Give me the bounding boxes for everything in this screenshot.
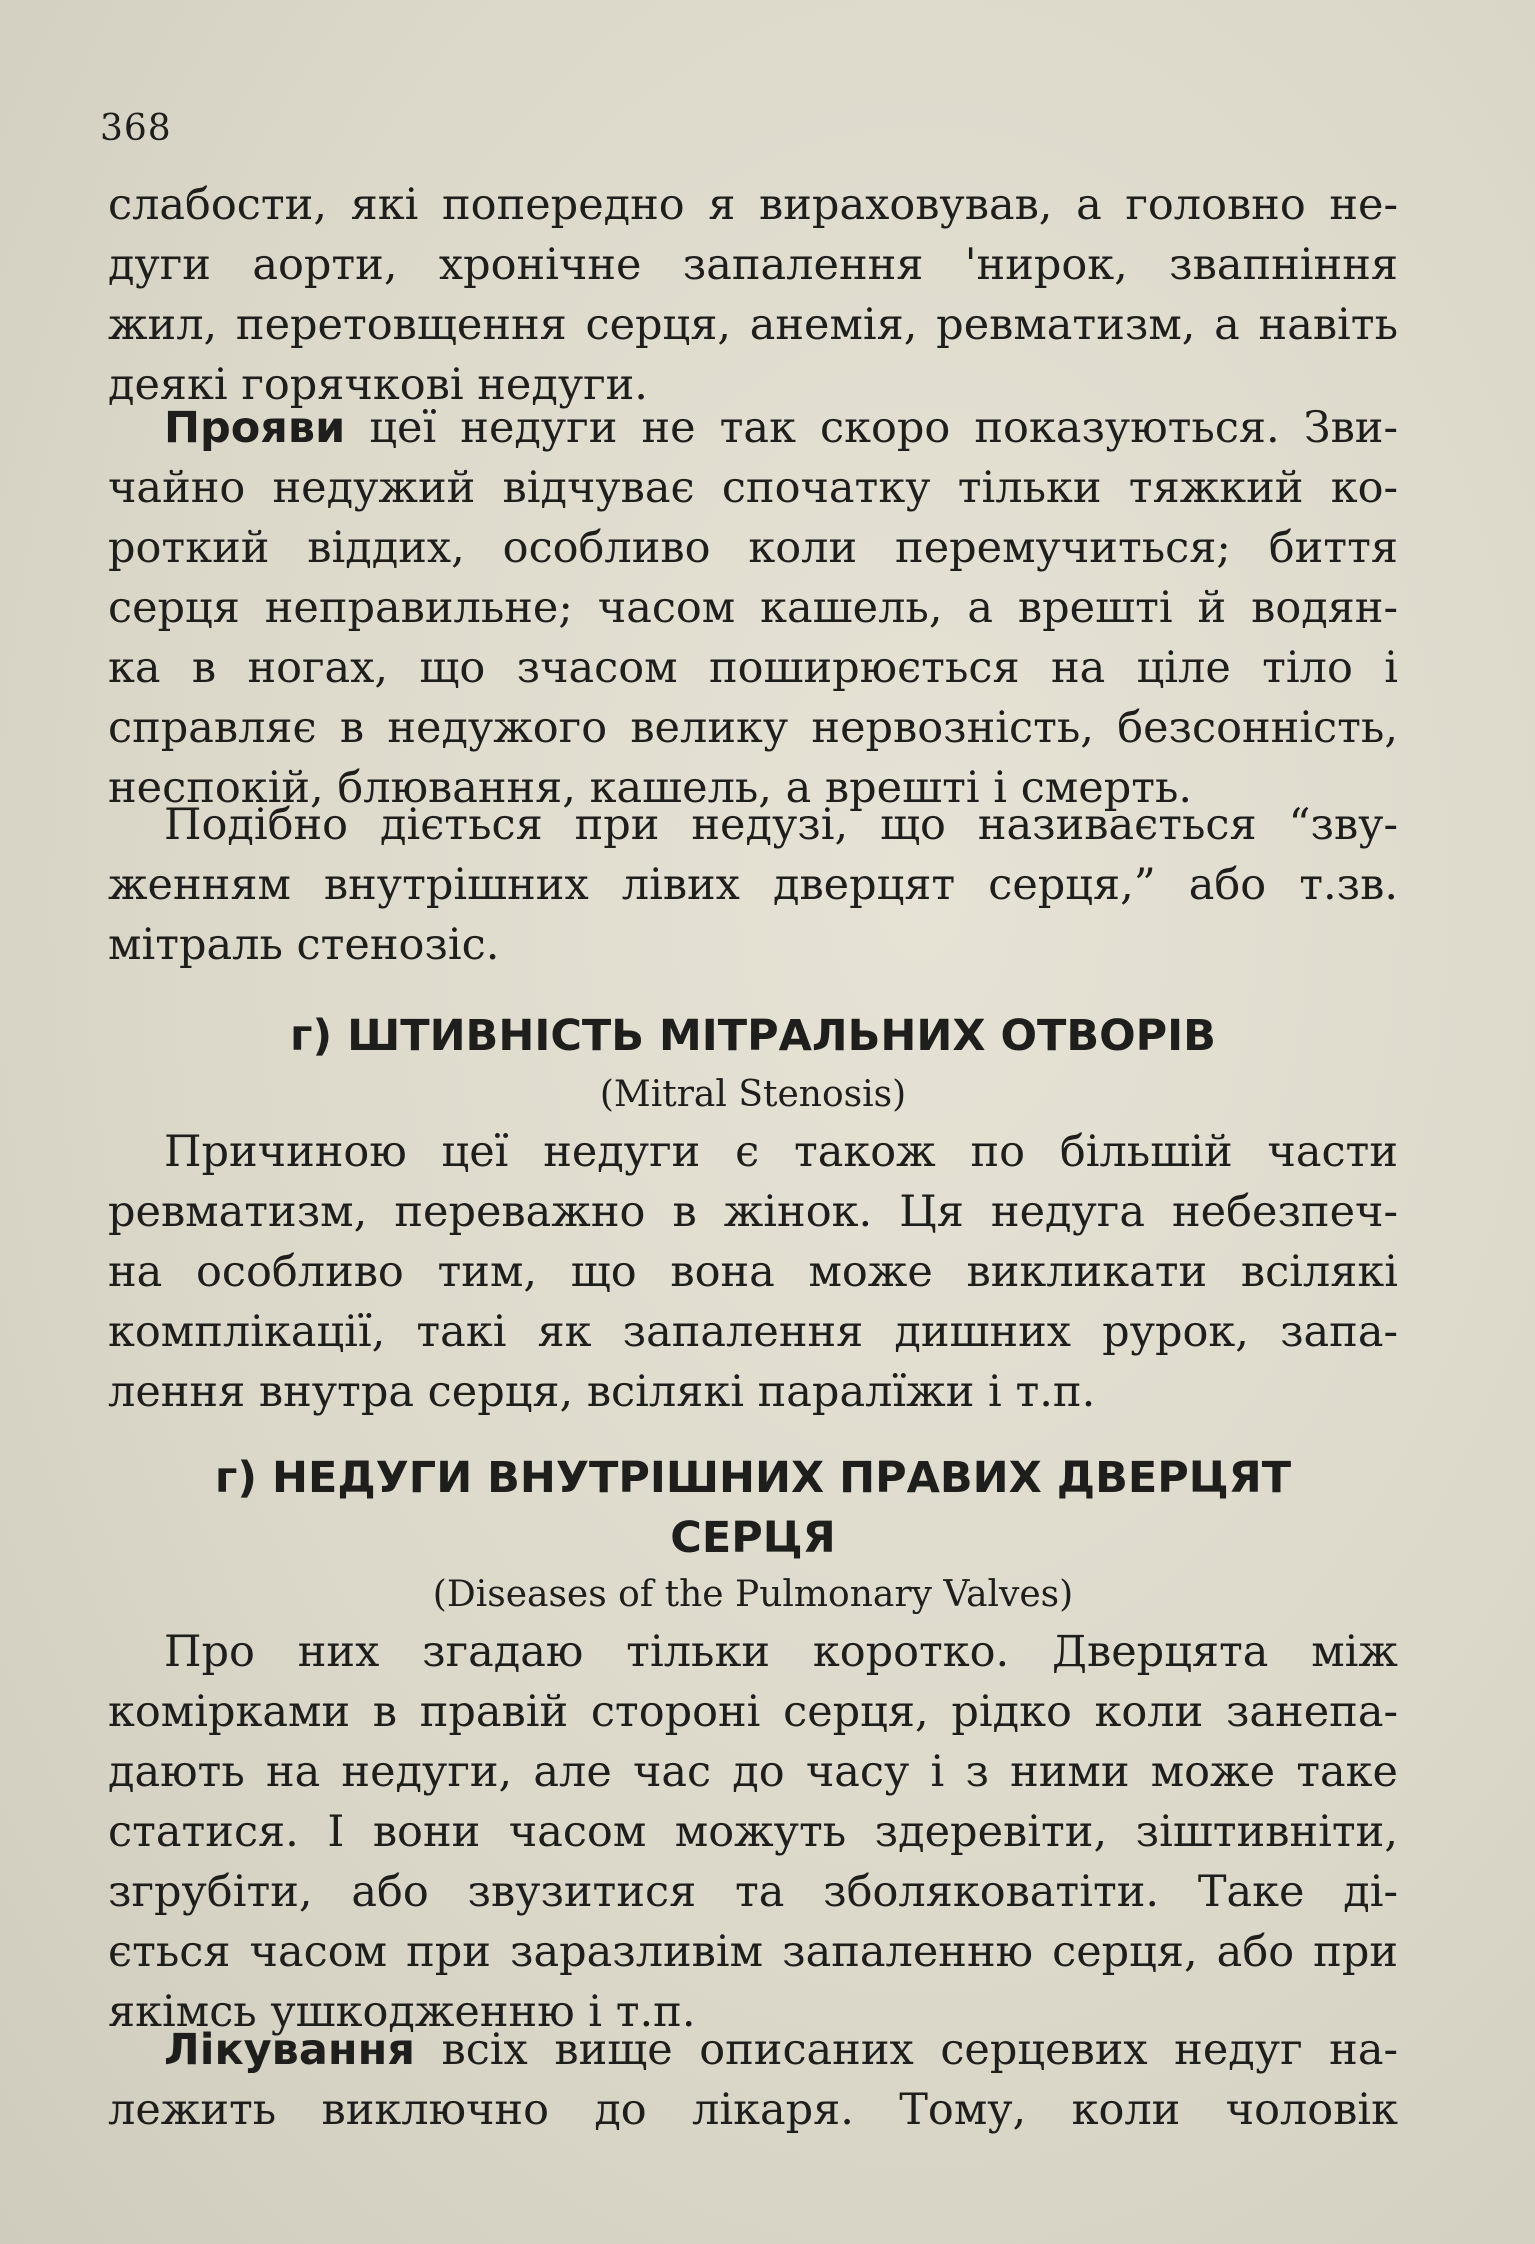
paragraph-2 bbox=[108, 398, 1398, 818]
text-line: лення внутра серця, всілякі паралїжи і т.п. bbox=[108, 1367, 1096, 1417]
text-line: неспокій, блювання, кашель, а врешті і смерть. bbox=[108, 763, 1193, 813]
text-line: Про них згадаю тільки коротко. Дверцята між bbox=[164, 1627, 1398, 1677]
section-heading-continued: СЕРЦЯ bbox=[670, 1513, 836, 1563]
section-2-body bbox=[108, 1622, 1398, 2042]
text-line: згрубіти, або звузитися та зболяковатіти. Таке ді- bbox=[108, 1867, 1398, 1917]
text-line: жил, перетовщення серця, анемія, ревматизм, а навіть bbox=[108, 300, 1398, 350]
text-line: комплікації, такі як запалення дишних рурок, запа- bbox=[108, 1307, 1398, 1357]
text-line: Причиною цеї недуги є також по більшій части bbox=[164, 1127, 1398, 1177]
text-line: якімсь ушкодженню і т.п. bbox=[108, 1987, 696, 2037]
text-line: на особливо тим, що вона може викликати всілякі bbox=[108, 1247, 1398, 1297]
text-line: ревматизм, переважно в жінок. Ця недуга небезпеч- bbox=[108, 1187, 1398, 1237]
text-line: женням внутрішних лівих дверцят серця,” або т.зв. bbox=[108, 860, 1398, 910]
paragraph-1 bbox=[108, 175, 1398, 415]
section-subheading: (Mitral Stenosis) bbox=[599, 1074, 907, 1115]
text-line bbox=[108, 398, 1398, 458]
page-number: 368 bbox=[100, 108, 172, 149]
bold-term: Лікування bbox=[164, 2025, 415, 2075]
text-line: лежить виключно до лікаря. Тому, коли чоловік bbox=[108, 2085, 1398, 2135]
text-line: чайно недужий відчуває спочатку тільки тяжкий ко- bbox=[108, 463, 1398, 513]
paragraph-3 bbox=[108, 795, 1398, 975]
text-line: справляє в недужого велику нервозність, безсонність, bbox=[108, 703, 1398, 753]
paragraph-last bbox=[108, 2020, 1398, 2140]
text-fragment: всіх вище описаних серцевих недуг на- bbox=[414, 2025, 1398, 2075]
text-line: статися. І вони часом можуть здеревіти, зіштивніти, bbox=[108, 1807, 1398, 1857]
text-line bbox=[108, 2020, 1398, 2080]
bold-term: Прояви bbox=[164, 403, 346, 453]
text-line: слабости, які попередно я вираховував, а головно не- bbox=[108, 180, 1398, 230]
text-line: ється часом при заразливім запаленню серця, або при bbox=[108, 1927, 1398, 1977]
section-subheading: (Diseases of the Pulmonary Valves) bbox=[432, 1574, 1074, 1615]
section-1-body bbox=[108, 1122, 1398, 1422]
text-line: роткий віддих, особливо коли перемучиться; биття bbox=[108, 523, 1398, 573]
text-line: комірками в правій стороні серця, рідко коли занепа- bbox=[108, 1687, 1398, 1737]
text-line: серця неправильне; часом кашель, а врешті й водян- bbox=[108, 583, 1398, 633]
section-heading: г) ШТИВНІСТЬ МІТРАЛЬНИХ ОТВОРІВ bbox=[290, 1011, 1216, 1061]
text-line: мітраль стенозіс. bbox=[108, 920, 500, 970]
text-line: ка в ногах, що зчасом поширюється на ціле тіло і bbox=[108, 643, 1398, 693]
text-line: деякі горячкові недуги. bbox=[108, 360, 648, 410]
section-heading: г) НЕДУГИ ВНУТРІШНИХ ПРАВИХ ДВЕРЦЯТ bbox=[214, 1453, 1292, 1503]
text-line: дають на недуги, але час до часу і з ними може таке bbox=[108, 1747, 1398, 1797]
text-line: дуги аорти, хронічне запалення 'нирок, звапніння bbox=[108, 240, 1398, 290]
text-line: Подібно діється при недузі, що називається “зву- bbox=[164, 800, 1398, 850]
text-fragment: цеї недуги не так скоро показуються. Зви- bbox=[345, 403, 1398, 453]
